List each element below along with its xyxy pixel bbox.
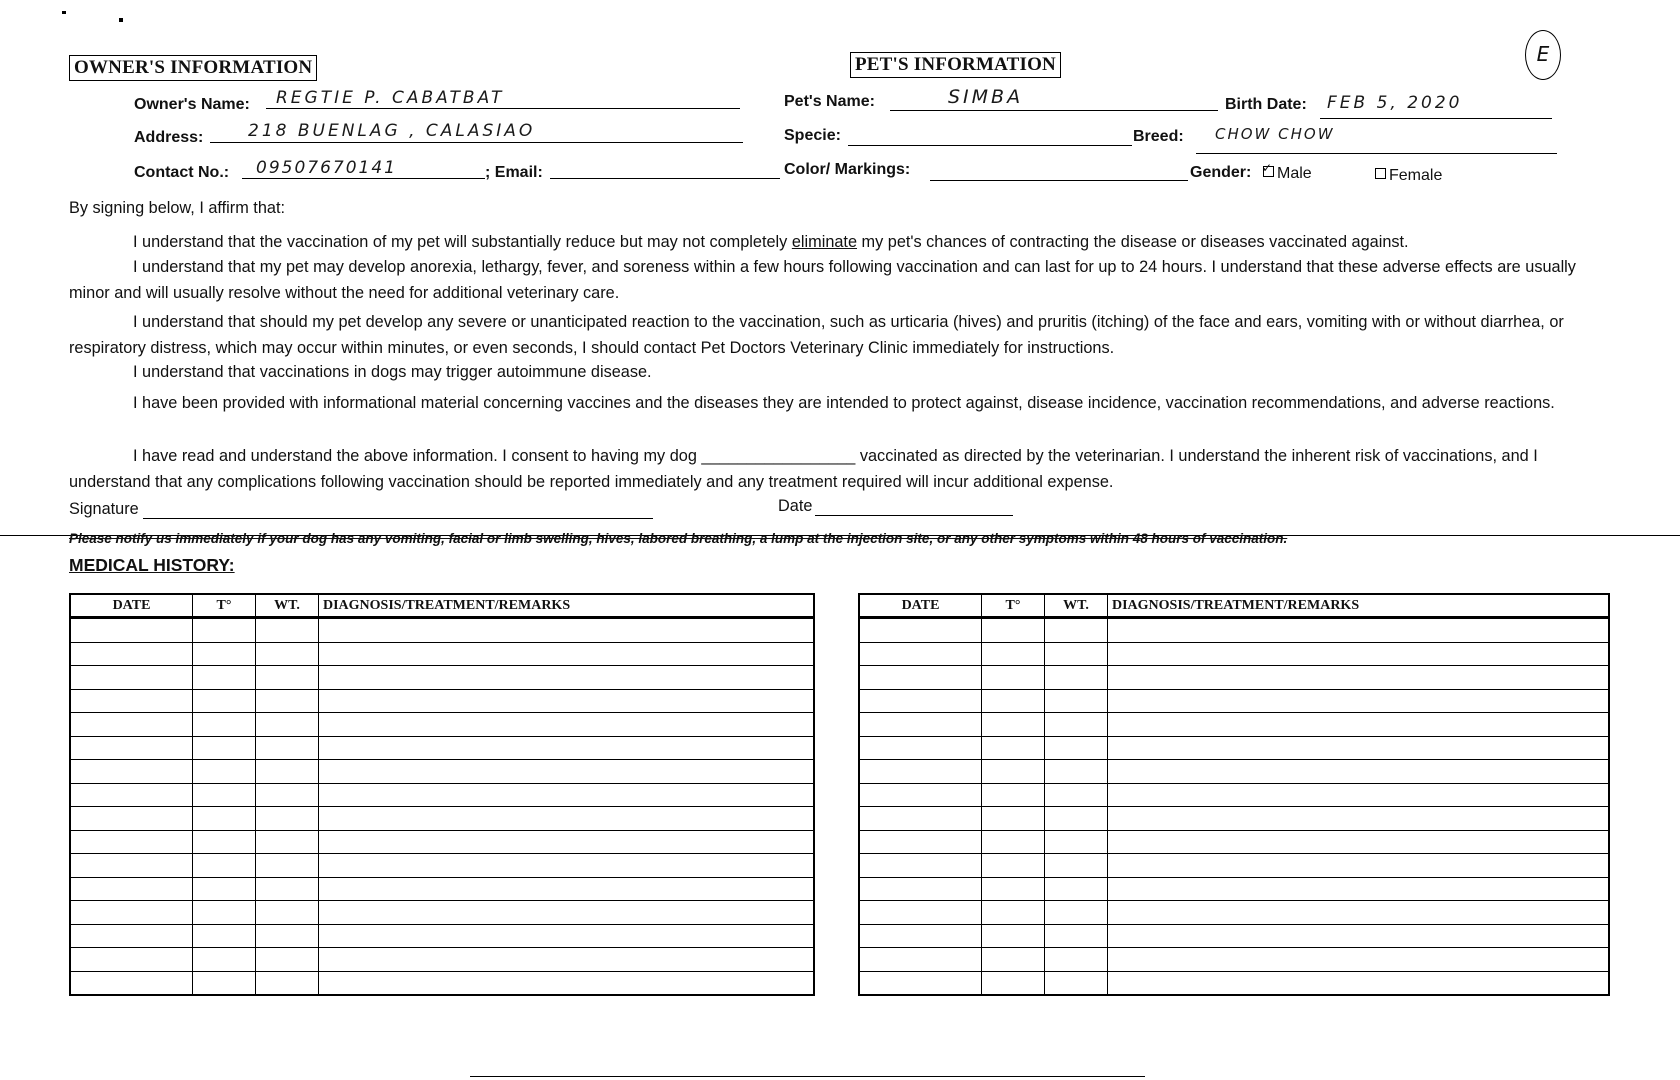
table-cell[interactable] (1045, 713, 1108, 737)
gender-female-label: Female (1389, 167, 1443, 184)
consent-paragraph-2: I understand that my pet may develop anorexia, lethargy, fever, and soreness within a few hours following vaccination and can last for up to 24 hours. I understand that these adverse effects are usually minor and will usually resolve without the need for additional veterinary care. (69, 258, 1576, 302)
table-cell[interactable] (193, 736, 256, 760)
table-cell[interactable] (1045, 901, 1108, 925)
table-cell[interactable] (859, 901, 982, 925)
table-cell[interactable] (1108, 666, 1610, 690)
medical-history-table-right (858, 593, 1610, 996)
table-cell[interactable] (1045, 924, 1108, 948)
table-cell[interactable] (982, 830, 1045, 854)
table-cell[interactable] (70, 713, 193, 737)
table-cell[interactable] (70, 901, 193, 925)
date-label: Date (778, 497, 813, 515)
table-cell[interactable] (193, 618, 256, 643)
table-row (70, 830, 814, 854)
gender-male-option[interactable] (1262, 161, 1312, 183)
table-cell[interactable] (1045, 948, 1108, 972)
footer-rule (470, 1076, 1145, 1077)
table-cell[interactable] (70, 877, 193, 901)
table-row (70, 924, 814, 948)
table-cell[interactable] (982, 948, 1045, 972)
table-cell[interactable] (1045, 854, 1108, 878)
table-cell[interactable] (859, 807, 982, 831)
table-row (70, 713, 814, 737)
table-cell[interactable] (982, 760, 1045, 784)
owner-section-title: OWNER'S INFORMATION (69, 55, 317, 81)
table-cell[interactable] (70, 971, 193, 995)
owner-name-label: Owner's Name: (134, 96, 250, 113)
table-cell[interactable] (982, 736, 1045, 760)
table-cell[interactable] (256, 924, 319, 948)
table-cell[interactable] (1108, 830, 1610, 854)
table-cell[interactable] (859, 830, 982, 854)
gender-label: Gender: (1190, 164, 1252, 181)
table-cell[interactable] (1108, 760, 1610, 784)
table-cell[interactable] (982, 854, 1045, 878)
table-cell[interactable] (70, 736, 193, 760)
table-row (859, 901, 1609, 925)
table-row (70, 642, 814, 666)
consent-paragraph-4: I understand that vaccinations in dogs may trigger autoimmune disease. (133, 363, 652, 381)
table-cell[interactable] (1045, 830, 1108, 854)
table-row (859, 760, 1609, 784)
email-field[interactable] (550, 178, 780, 179)
table-cell[interactable] (859, 971, 982, 995)
address-label: Address: (134, 129, 204, 146)
table-cell[interactable] (1045, 783, 1108, 807)
table-cell[interactable] (1045, 807, 1108, 831)
table-cell[interactable] (319, 854, 815, 878)
table-row (859, 666, 1609, 690)
table-cell[interactable] (256, 736, 319, 760)
table-row (70, 807, 814, 831)
table-row (70, 877, 814, 901)
table-cell[interactable] (256, 854, 319, 878)
table-cell[interactable] (319, 924, 815, 948)
table-cell[interactable] (193, 854, 256, 878)
table-cell[interactable] (319, 760, 815, 784)
table-cell[interactable] (1045, 666, 1108, 690)
table-cell[interactable] (1108, 783, 1610, 807)
pet-section-title: PET'S INFORMATION (850, 52, 1061, 78)
table-cell[interactable] (1045, 689, 1108, 713)
signature-label: Signature (69, 500, 139, 518)
table-header-row (70, 594, 814, 618)
table-cell[interactable] (982, 713, 1045, 737)
vaccination-notice: Please notify us immediately if your dog has any vomiting, facial or limb swelling, hives, labored breathing, a lump at the injection site, or any other symptoms within 48 hours of vaccination. (69, 531, 1288, 546)
specie-field[interactable] (848, 145, 1132, 146)
corner-mark-letter: E (1536, 42, 1550, 66)
consent-paragraph-6: I have read and understand the above information. I consent to having my dog _________________ vaccinated as directed by the veterinarian. I understand the inherent risk of vaccinations, and I understand that any complications following vaccination should be reported immediately and any treatment required will incur additional expense. (69, 447, 1538, 491)
table-cell[interactable] (256, 760, 319, 784)
breed-value: CHOW CHOW (1215, 125, 1335, 143)
table-cell[interactable] (193, 971, 256, 995)
table-cell[interactable] (319, 807, 815, 831)
table-row (859, 924, 1609, 948)
table-cell[interactable] (256, 830, 319, 854)
table-cell[interactable] (859, 948, 982, 972)
table-cell[interactable] (859, 783, 982, 807)
table-row (859, 713, 1609, 737)
table-cell[interactable] (319, 783, 815, 807)
breed-field[interactable] (1196, 153, 1557, 154)
table-cell[interactable] (319, 642, 815, 666)
table-cell[interactable] (256, 901, 319, 925)
table-row (70, 689, 814, 713)
table-row (70, 901, 814, 925)
table-header-row (859, 594, 1609, 618)
table-cell[interactable] (70, 924, 193, 948)
scan-speck (119, 18, 123, 22)
pet-name-field[interactable] (890, 110, 1218, 111)
table-row (70, 618, 814, 643)
table-cell[interactable] (1108, 689, 1610, 713)
table-cell[interactable] (319, 877, 815, 901)
table-cell[interactable] (70, 689, 193, 713)
table-cell[interactable] (982, 924, 1045, 948)
table-cell[interactable] (982, 901, 1045, 925)
table-cell[interactable] (256, 783, 319, 807)
table-cell[interactable] (1108, 807, 1610, 831)
table-cell[interactable] (256, 689, 319, 713)
table-cell[interactable] (982, 689, 1045, 713)
table-cell[interactable] (70, 854, 193, 878)
table-row (70, 760, 814, 784)
table-cell[interactable] (859, 924, 982, 948)
table-row (859, 948, 1609, 972)
table-cell[interactable] (256, 877, 319, 901)
table-cell[interactable] (70, 666, 193, 690)
table-cell[interactable] (193, 642, 256, 666)
table-row (70, 971, 814, 995)
consent-paragraph-3: I understand that should my pet develop any severe or unanticipated reaction to the vaccination, such as urticaria (hives) and pruritis (itching) of the face and ears, vomiting with or without diarrhea, or respiratory distress, which may occur within minutes, or even seconds, I should contact Pet Doctors Veterinary Clinic immediately for instructions. (69, 313, 1564, 357)
table-cell[interactable] (319, 666, 815, 690)
table-cell[interactable] (193, 807, 256, 831)
scan-speck (62, 11, 66, 14)
table-cell[interactable] (982, 618, 1045, 643)
contact-value: 09507670141 (256, 158, 397, 178)
table-cell[interactable] (256, 618, 319, 643)
table-cell[interactable] (1045, 618, 1108, 643)
table-cell[interactable] (1108, 642, 1610, 666)
table-cell[interactable] (256, 971, 319, 995)
address-value: 218 BUENLAG , CALASIAO (248, 121, 536, 141)
table-cell[interactable] (1108, 713, 1610, 737)
table-cell[interactable] (859, 689, 982, 713)
table-cell[interactable] (70, 642, 193, 666)
col-date: DATE (859, 594, 982, 618)
col-weight: WT. (1045, 594, 1108, 618)
table-row (859, 618, 1609, 643)
address-field[interactable] (210, 142, 743, 143)
birth-date-label: Birth Date: (1225, 96, 1307, 113)
specie-label: Specie: (784, 127, 841, 144)
table-cell[interactable] (1108, 948, 1610, 972)
gender-male-label: Male (1277, 165, 1312, 182)
table-cell[interactable] (70, 618, 193, 643)
table-cell[interactable] (859, 854, 982, 878)
table-cell[interactable] (1045, 760, 1108, 784)
contact-field[interactable] (242, 178, 485, 179)
table-cell[interactable] (193, 689, 256, 713)
table-row (70, 854, 814, 878)
medical-history-title: MEDICAL HISTORY: (69, 555, 235, 575)
table-cell[interactable] (70, 783, 193, 807)
table-cell[interactable] (982, 783, 1045, 807)
table-row (859, 854, 1609, 878)
pet-name-value: SIMBA (948, 86, 1024, 108)
table-cell[interactable] (70, 807, 193, 831)
table-row (70, 736, 814, 760)
female-checkbox[interactable] (1375, 168, 1386, 179)
table-row (859, 971, 1609, 995)
table-row (70, 948, 814, 972)
table-cell[interactable] (1108, 736, 1610, 760)
corner-circle-mark (1525, 30, 1561, 80)
table-row (70, 666, 814, 690)
table-cell[interactable] (193, 830, 256, 854)
table-row (859, 807, 1609, 831)
table-cell[interactable] (319, 736, 815, 760)
table-cell[interactable] (319, 830, 815, 854)
table-cell[interactable] (70, 948, 193, 972)
table-cell[interactable] (319, 971, 815, 995)
table-cell[interactable] (193, 877, 256, 901)
table-cell[interactable] (1045, 877, 1108, 901)
table-cell[interactable] (70, 760, 193, 784)
table-cell[interactable] (859, 736, 982, 760)
birth-date-value: FEB 5, 2020 (1327, 93, 1463, 113)
breed-label: Breed: (1133, 128, 1184, 145)
table-cell[interactable] (1108, 854, 1610, 878)
table-row (70, 783, 814, 807)
table-cell[interactable] (256, 713, 319, 737)
table-cell[interactable] (859, 618, 982, 643)
color-markings-label: Color/ Markings: (784, 161, 911, 178)
pet-name-label: Pet's Name: (784, 93, 875, 110)
table-cell[interactable] (319, 689, 815, 713)
table-cell[interactable] (70, 830, 193, 854)
table-cell[interactable] (982, 642, 1045, 666)
table-row (859, 736, 1609, 760)
table-cell[interactable] (193, 666, 256, 690)
table-cell[interactable] (1108, 971, 1610, 995)
eliminate-word: eliminate (791, 233, 858, 251)
consent-paragraph-1: I understand that the vaccination of my pet will substantially reduce but may not completely eliminate my pet's chances of contracting the disease or diseases vaccinated against. (133, 233, 1409, 251)
date-field[interactable] (815, 515, 1013, 516)
table-cell[interactable] (193, 760, 256, 784)
table-cell[interactable] (982, 971, 1045, 995)
col-weight: WT. (256, 594, 319, 618)
table-cell[interactable] (256, 948, 319, 972)
email-label: ; Email: (485, 164, 543, 181)
table-cell[interactable] (256, 807, 319, 831)
table-cell[interactable] (1045, 736, 1108, 760)
table-cell[interactable] (319, 618, 815, 643)
male-checkbox-checked[interactable]: ✓ (1262, 161, 1273, 175)
signature-field[interactable] (143, 518, 653, 519)
col-temp: T° (982, 594, 1045, 618)
table-cell[interactable] (319, 948, 815, 972)
table-cell[interactable] (319, 901, 815, 925)
table-row (859, 877, 1609, 901)
color-markings-field[interactable] (930, 180, 1188, 181)
table-cell[interactable] (859, 877, 982, 901)
table-cell[interactable] (982, 877, 1045, 901)
table-cell[interactable] (1108, 901, 1610, 925)
table-cell[interactable] (256, 642, 319, 666)
gender-female-option[interactable] (1375, 167, 1442, 185)
birth-date-field[interactable] (1320, 118, 1552, 119)
table-row (859, 689, 1609, 713)
owner-name-field[interactable] (266, 108, 740, 109)
col-date: DATE (70, 594, 193, 618)
table-cell[interactable] (193, 783, 256, 807)
table-cell[interactable] (193, 713, 256, 737)
table-cell[interactable] (859, 666, 982, 690)
table-cell[interactable] (859, 642, 982, 666)
table-cell[interactable] (859, 760, 982, 784)
contact-label: Contact No.: (134, 164, 230, 181)
table-cell[interactable] (193, 901, 256, 925)
table-cell[interactable] (1045, 642, 1108, 666)
table-cell[interactable] (1108, 877, 1610, 901)
table-cell[interactable] (1108, 924, 1610, 948)
table-cell[interactable] (256, 666, 319, 690)
consent-intro: By signing below, I affirm that: (69, 199, 285, 217)
table-cell[interactable] (982, 807, 1045, 831)
medical-history-table-left (69, 593, 815, 996)
table-cell[interactable] (859, 713, 982, 737)
col-temp: T° (193, 594, 256, 618)
table-cell[interactable] (193, 948, 256, 972)
table-cell[interactable] (982, 666, 1045, 690)
table-row (859, 830, 1609, 854)
col-diagnosis: DIAGNOSIS/TREATMENT/REMARKS (1108, 594, 1610, 618)
table-row (859, 642, 1609, 666)
table-cell[interactable] (1045, 971, 1108, 995)
consent-paragraph-5: I have been provided with informational material concerning vaccines and the diseases they are intended to protect against, disease incidence, vaccination recommendations, and adverse reactions. (133, 394, 1555, 412)
table-cell[interactable] (319, 713, 815, 737)
table-cell[interactable] (193, 924, 256, 948)
table-cell[interactable] (1108, 618, 1610, 643)
table-row (859, 783, 1609, 807)
owner-name-value: REGTIE P. CABATBAT (276, 88, 505, 108)
col-diagnosis: DIAGNOSIS/TREATMENT/REMARKS (319, 594, 815, 618)
